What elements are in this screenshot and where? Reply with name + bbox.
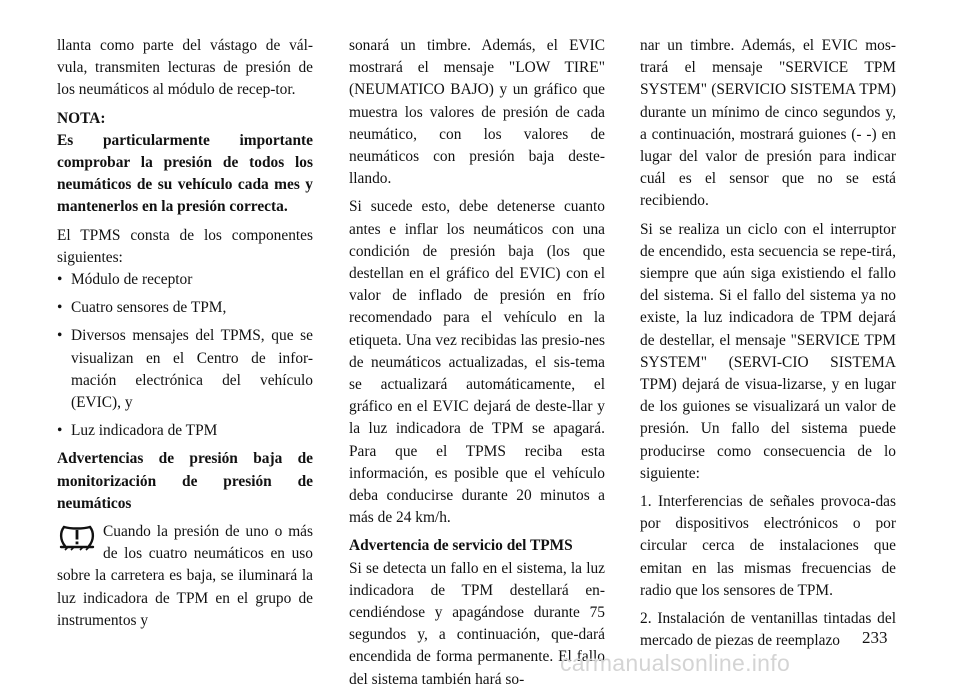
list-item-text: Módulo de receptor — [71, 271, 193, 289]
paragraph-service-message: nar un timbre. Además, el EVIC mos-trará el mensaje "SERVICE TPM SYSTEM" (SERVICIO SISTEMA TPM) durante un mínimo de cinco segundos y, a continuación, mostrará guiones (- -) en lugar del valor de presión para indicar cuál es el sensor que no se está recibiendo. — [640, 37, 896, 210]
warning-text: Cuando la presión de uno o más de los cuatro neumáticos en uso sobre la carretera es baja, se iluminará la luz indicadora de TPM en el grupo de instrumentos y — [57, 523, 313, 629]
bullet-dot: • — [57, 299, 63, 317]
list-item — [57, 420, 313, 442]
list-item-text: Cuatro sensores de TPM, — [71, 299, 227, 317]
bullet-dot: • — [57, 422, 63, 440]
paragraph-continuation: llanta como parte del vástago de vál-vula, transmiten lecturas de presión de los neumáticos al módulo de recep-tor. — [57, 37, 313, 99]
list-item — [57, 297, 313, 319]
list-item — [57, 325, 313, 414]
list-item: 1. Interferencias de señales provoca-das por dispositivos electrónicos o por circular cerca de instalaciones que emitan en las mismas frecuencias de radio que los sensores de TPM. — [640, 493, 896, 599]
note-text: Es particularmente importante comprobar la presión de todos los neumáticos de su vehículo cada mes y mantenerlos en la presión correcta. — [57, 131, 313, 216]
bullet-dot: • — [57, 327, 63, 345]
section-heading-low-pressure: Advertencias de presión baja de monitorización de presión de neumáticos — [57, 450, 313, 512]
paragraph-system-fault: Si se detecta un fallo en el sistema, la luz indicadora de TPM destellará en-cendiéndose y apagándose durante 75 segundos y, a continuación, que-dará encendida de forma permanente. El fallo del sistema también hará so- — [349, 559, 605, 688]
tpms-intro: El TPMS consta de los componentes siguientes: — [57, 226, 313, 266]
list-item-text: Diversos mensajes del TPMS, que se visualizan en el Centro de infor-mación electrónica del vehículo (EVIC), y — [71, 327, 313, 412]
watermark: carmanualsonline.info — [560, 650, 791, 676]
list-item — [57, 269, 313, 291]
column-1 — [57, 35, 313, 638]
list-item-text: Luz indicadora de TPM — [71, 422, 218, 440]
tpms-warning-icon — [57, 524, 97, 552]
warning-paragraph — [57, 521, 313, 632]
paragraph-ignition-cycle: Si se realiza un ciclo con el interruptor de encendido, esta secuencia se repe-tirá, siempre que aún siga existiendo el fallo del sistema. Si el fallo del sistema ya no existe, la luz indicadora de TPM dejará de destellar, el mensaje "SERVICE TPM SYSTEM" (SERVI-CIO SISTEMA TPM) dejará de visua-lizarse, y en lugar de los guiones se visualizará un valor de presión. Un fallo del sistema puede producirse como consecuencia de lo siguiente: — [640, 220, 896, 482]
list-item: 2. Instalación de ventanillas tintadas del mercado de piezas de reemplazo — [640, 610, 896, 650]
fault-causes-list — [640, 491, 896, 652]
component-list — [57, 269, 313, 442]
page-number: 233 — [862, 628, 888, 647]
paragraph-low-tire-message: sonará un timbre. Además, el EVIC mostrará el mensaje "LOW TIRE" (NEUMATICO BAJO) y un gráfico que muestra los valores de presión de cada neumático, con los valores de neumáticos con presión baja deste-llando. — [349, 37, 605, 188]
note-label: NOTA: — [57, 109, 106, 127]
paragraph-inflate-instructions: Si sucede esto, debe detenerse cuanto antes e inflar los neumáticos con una condición de presión baja (los que destellan en el gráfico del EVIC) con el valor de inflado de presión en frío recomendado para el vehículo en la etiqueta. Una vez recibidas las presio-nes de neumáticos actualizadas, el sis-tema se actualizará automáticamente, el gráfico en el EVIC dejará de deste-llar y la luz indicadora de TPM se apagará. Para que el TPMS reciba esta información, es posible que el vehículo deba conducirse durante 20 minutos a más de 24 km/h. — [349, 198, 605, 527]
section-heading-service-warning: Advertencia de servicio del TPMS — [349, 537, 573, 555]
bullet-dot: • — [57, 271, 63, 289]
column-3 — [640, 35, 896, 658]
column-2 — [349, 35, 605, 697]
